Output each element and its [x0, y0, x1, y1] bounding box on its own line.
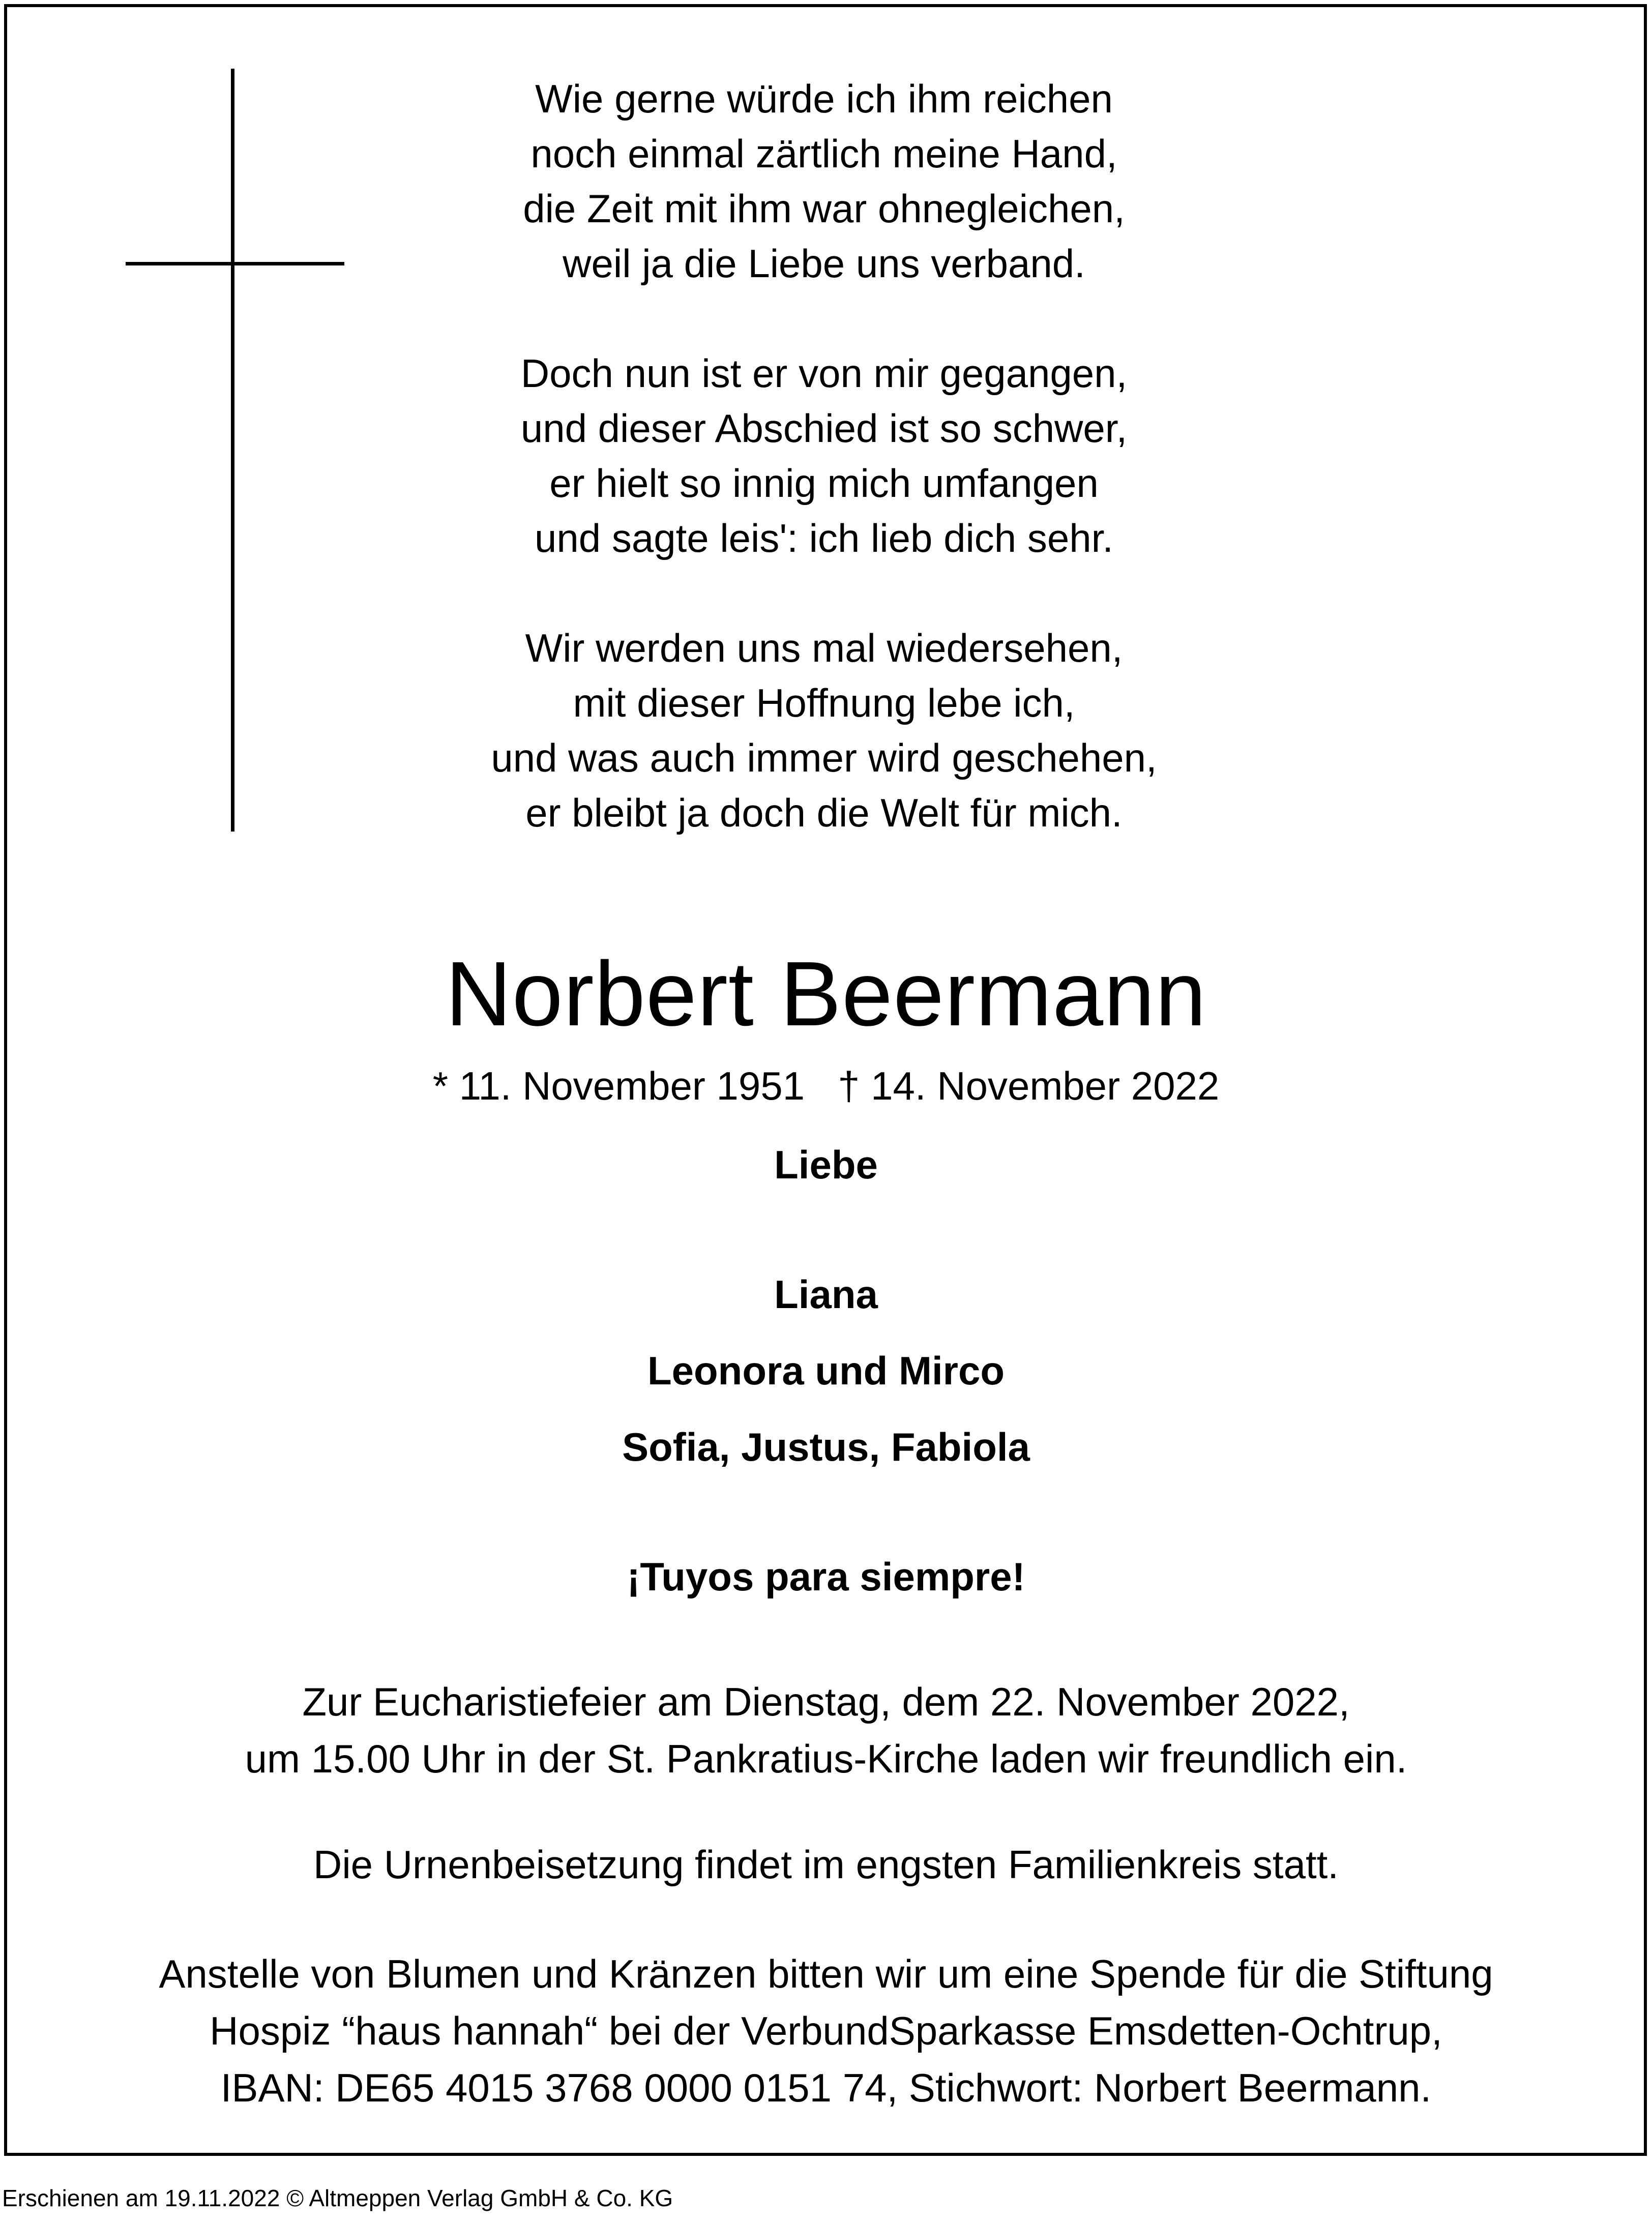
donation-line: Hospiz “haus hannah“ bei der VerbundSparkasse Emsdetten-Ochtrup, — [210, 2008, 1442, 2053]
poem-stanza — [254, 71, 1394, 291]
poem-line: noch einmal zärtlich meine Hand, — [530, 131, 1117, 176]
life-dates: * 11. November 1951 † 14. November 2022 — [432, 1063, 1220, 1108]
poem-stanza — [254, 620, 1394, 840]
poem-line: und sagte leis': ich lieb dich sehr. — [535, 516, 1113, 560]
service-info — [7, 1673, 1645, 1787]
burial-info — [7, 1836, 1645, 1893]
mourners-closing: ¡Tuyos para siempre! — [627, 1554, 1025, 1599]
poem-line: weil ja die Liebe uns verband. — [563, 241, 1085, 286]
poem-line: Wie gerne würde ich ihm reichen — [535, 76, 1113, 121]
donation-info — [7, 1945, 1645, 2116]
mourners-intro: Liebe — [774, 1142, 878, 1187]
deceased-name: Norbert Beermann — [445, 943, 1207, 1045]
poem — [254, 71, 1394, 840]
burial-line: Die Urnenbeisetzung findet im engsten Familienkreis statt. — [313, 1842, 1339, 1887]
mourner-name: Sofia, Justus, Fabiola — [622, 1425, 1030, 1469]
poem-line: Wir werden uns mal wiedersehen, — [525, 626, 1123, 670]
poem-line: die Zeit mit ihm war ohnegleichen, — [523, 186, 1125, 231]
poem-line: und was auch immer wird geschehen, — [491, 735, 1157, 780]
poem-line: Doch nun ist er von mir gegangen, — [520, 351, 1128, 396]
poem-stanza — [254, 346, 1394, 566]
publication-footer: Erschienen am 19.11.2022 © Altmeppen Verlag GmbH & Co. KG — [2, 2185, 673, 2211]
poem-line: er hielt so innig mich umfangen — [549, 461, 1099, 506]
poem-line: mit dieser Hoffnung lebe ich, — [573, 680, 1075, 725]
mourner-name: Liana — [774, 1272, 878, 1317]
donation-line: Anstelle von Blumen und Kränzen bitten wir um eine Spende für die Stiftung — [159, 1951, 1493, 1996]
poem-line: er bleibt ja doch die Welt für mich. — [525, 790, 1123, 835]
cross-icon-vertical-bar — [231, 69, 234, 832]
donation-line: IBAN: DE65 4015 3768 0000 0151 74, Stichwort: Norbert Beermann. — [220, 2065, 1432, 2110]
poem-line: und dieser Abschied ist so schwer, — [520, 406, 1128, 451]
service-line: um 15.00 Uhr in der St. Pankratius-Kirche laden wir freundlich ein. — [245, 1736, 1407, 1781]
service-line: Zur Eucharistiefeier am Dienstag, dem 22. November 2022, — [302, 1679, 1350, 1724]
mourner-name: Leonora und Mirco — [647, 1348, 1005, 1393]
